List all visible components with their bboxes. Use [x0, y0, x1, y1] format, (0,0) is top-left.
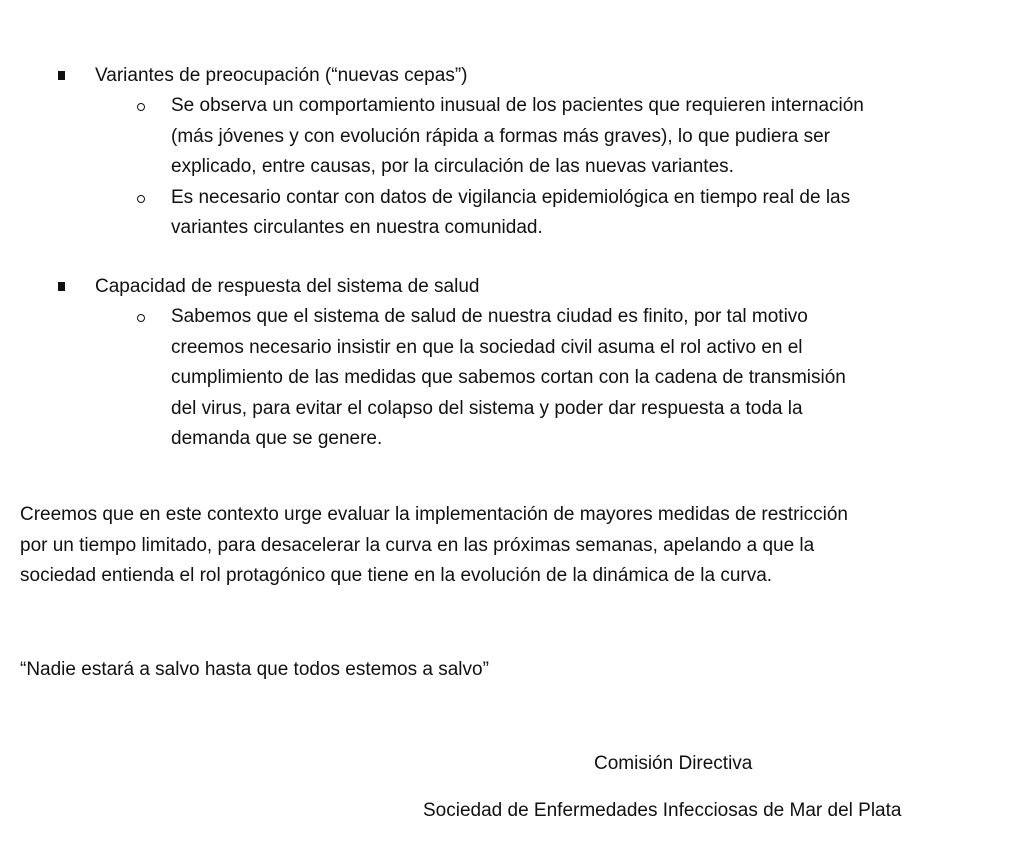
paragraph-line: Creemos que en este contexto urge evaluar la implementación de mayores medidas de restricción — [20, 504, 848, 525]
circle-bullet-icon — [137, 103, 145, 111]
circle-bullet-icon — [137, 195, 145, 203]
sub-item-line: del virus, para evitar el colapso del sistema y poder dar respuesta a toda la — [171, 397, 803, 419]
signature-committee: Comisión Directiva — [594, 753, 753, 774]
sub-item — [133, 183, 958, 244]
circle-bullet-icon — [137, 314, 145, 322]
sub-item-line: Se observa un comportamiento inusual de los pacientes que requieren internación — [171, 95, 864, 116]
sub-list — [133, 302, 958, 455]
square-bullet-icon — [58, 71, 65, 80]
sub-item — [133, 302, 958, 455]
paragraph-line: sociedad entienda el rol protagónico que tiene en la evolución de la dinámica de la curva. — [20, 565, 773, 586]
bullet-title: Capacidad de respuesta del sistema de salud — [95, 276, 480, 297]
sub-item-line: Sabemos que el sistema de salud de nuestra ciudad es finito, por tal motivo — [171, 306, 808, 327]
sub-item-line: Es necesario contar con datos de vigilancia epidemiológica en tiempo real de las — [171, 186, 851, 208]
sub-list — [133, 91, 958, 244]
bullet-section-capacity — [58, 272, 958, 455]
square-bullet-icon — [58, 282, 65, 291]
sub-item-line: variantes circulantes en nuestra comunidad. — [171, 217, 543, 238]
closing-quote: “Nadie estará a salvo hasta que todos estemos a salvo” — [20, 659, 489, 680]
sub-item — [133, 91, 958, 183]
signature-society: Sociedad de Enfermedades Infecciosas de Mar del Plata — [423, 800, 902, 821]
body-paragraph — [20, 500, 980, 592]
sub-item-line: (más jóvenes y con evolución rápida a formas más graves), lo que pudiera ser — [171, 125, 830, 147]
paragraph-line: por un tiempo limitado, para desacelerar la curva en las próximas semanas, apelando a que la — [20, 534, 815, 556]
sub-item-line: creemos necesario insistir en que la sociedad civil asuma el rol activo en el — [171, 336, 803, 358]
bullet-title: Variantes de preocupación (“nuevas cepas”) — [95, 65, 468, 86]
bullet-item — [58, 61, 958, 91]
bullet-section-variants — [58, 61, 958, 244]
sub-item-line: cumplimiento de las medidas que sabemos cortan con la cadena de transmisión — [171, 367, 846, 388]
sub-item-line: explicado, entre causas, por la circulación de las nuevas variantes. — [171, 156, 734, 177]
bullet-item — [58, 272, 958, 302]
sub-item-line: demanda que se genere. — [171, 428, 383, 449]
